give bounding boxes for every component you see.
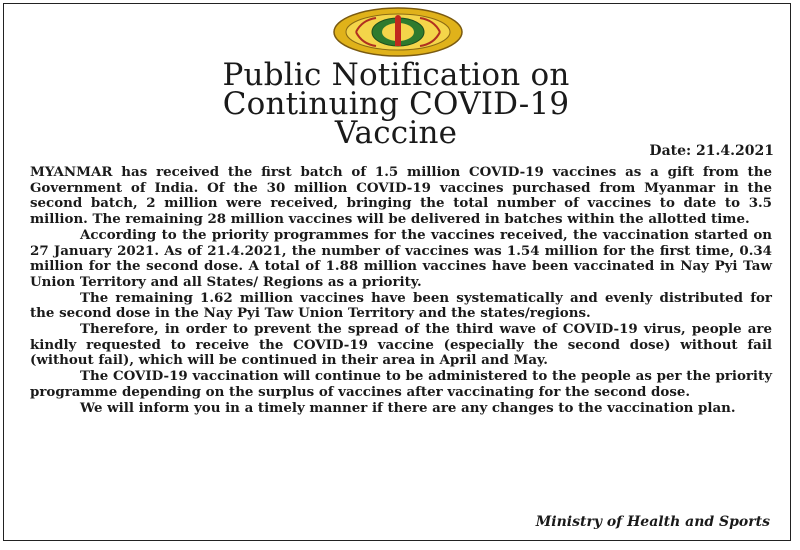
paragraph-2: According to the priority programmes for the vaccines received, the vaccination started on 27 January 2021. As of 21.4.2021, the number of vaccines was 1.54 million for the first time, 0.34 million for the second dose. A total of 1.88 million vaccines have been vaccinated in Nay Pyi Taw Union Territory and all States/ Regions as a priority. (30, 226, 772, 290)
seal-emblem (395, 18, 401, 46)
notice-body (30, 165, 772, 416)
paragraph-3: The remaining 1.62 million vaccines have been systematically and evenly distributed for the second dose in the Nay Pyi Taw Union Territory and the states/regions. (30, 289, 772, 322)
paragraph-4: Therefore, in order to prevent the spread of the third wave of COVID-19 virus, people are kindly requested to receive the COVID-19 vaccine (especially the second dose) without fail (without fail), which will be continued in their area in April and May. (30, 321, 772, 369)
paragraph-1: MYANMAR has received the first batch of 1.5 million COVID-19 vaccines as a gift from the Government of India. Of the 30 million COVID-19 vaccines purchased from Myanmar in the second batch, 2 million were received, bringing the total number of vaccines to date to 3.5 million. The remaining 28 million vaccines will be delivered in batches within the allotted time. (30, 164, 772, 228)
paragraph-6: We will inform you in a timely manner if there are any changes to the vaccination plan. (80, 399, 736, 416)
notice-date: Date: 21.4.2021 (649, 143, 774, 159)
notice-title-line-2: Continuing COVID-19 (222, 86, 570, 122)
notice-title-line-1: Public Notification on (222, 57, 570, 93)
ministry-seal-logo (332, 6, 464, 58)
notice-title-line-3: Vaccine (334, 115, 458, 151)
signature: Ministry of Health and Sports (535, 514, 770, 530)
paragraph-5: The COVID-19 vaccination will continue to be administered to the people as per the priority programme depending on the surplus of vaccines after vaccinating for the second dose. (30, 368, 772, 400)
